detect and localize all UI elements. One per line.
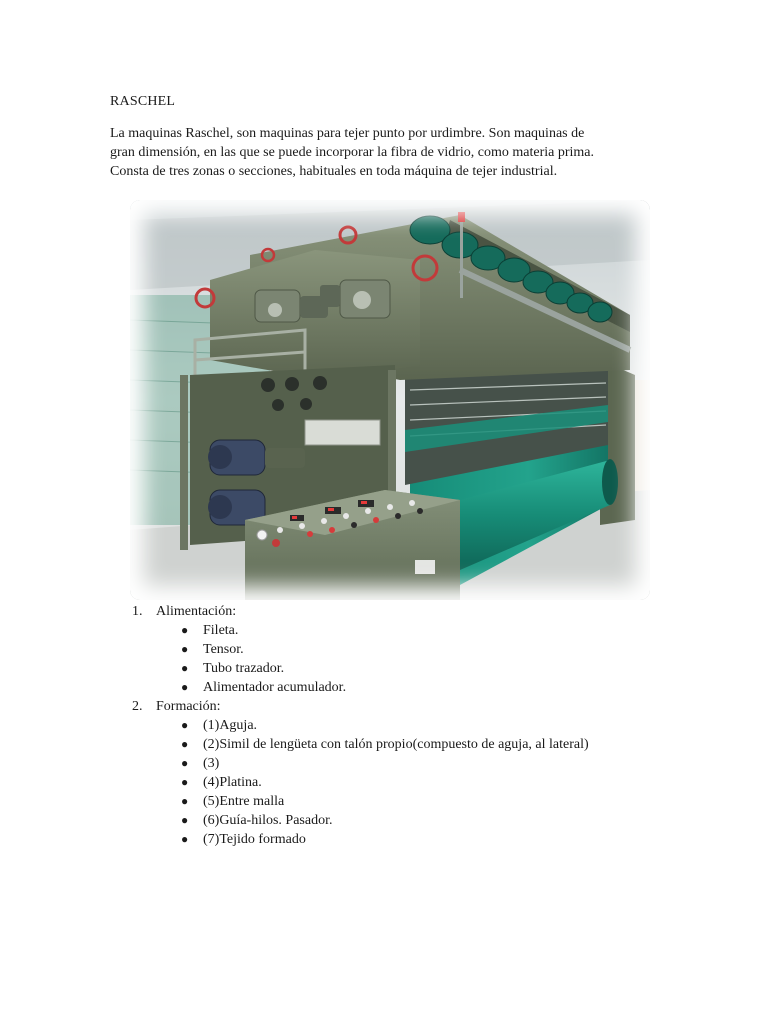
list-item-text: (4)Platina. <box>203 775 262 790</box>
intro-line: Consta de tres zonas o secciones, habituales en toda máquina de tejer industrial. <box>110 164 558 179</box>
intro-line: gran dimensión, en las que se puede incorporar la fibra de vidrio, como materia prima. <box>110 145 594 160</box>
list-item <box>156 811 670 830</box>
list-item-text: Alimentador acumulador. <box>203 680 347 695</box>
list-item-text: (1)Aguja. <box>203 718 258 733</box>
section-item <box>110 602 670 697</box>
list-item <box>156 678 670 697</box>
document-title: RASCHEL <box>110 94 176 109</box>
intro-paragraph <box>110 124 650 181</box>
section-bullet-list <box>156 621 670 697</box>
list-item <box>156 716 670 735</box>
section-label: Formación: <box>156 699 221 714</box>
bullet-icon: ● <box>181 756 189 770</box>
bullet-icon: ● <box>181 775 189 789</box>
list-item <box>156 830 670 849</box>
list-item-text: (5)Entre malla <box>203 794 285 809</box>
sections-list <box>110 602 670 849</box>
bullet-icon: ● <box>181 718 189 732</box>
bullet-icon: ● <box>181 623 189 637</box>
list-item-text: Fileta. <box>203 623 239 638</box>
list-item <box>156 735 670 754</box>
intro-line: La maquinas Raschel, son maquinas para tejer punto por urdimbre. Son maquinas de <box>110 126 585 141</box>
list-item <box>156 659 670 678</box>
section-number: 2. <box>132 699 143 714</box>
section-item <box>110 697 670 849</box>
list-item-text: (3) <box>203 756 220 771</box>
raschel-machine-photo <box>130 200 650 600</box>
section-number: 1. <box>132 604 143 619</box>
list-item <box>156 621 670 640</box>
bullet-icon: ● <box>181 737 189 751</box>
list-item <box>156 792 670 811</box>
list-item <box>156 773 670 792</box>
section-label: Alimentación: <box>156 604 237 619</box>
machine-illustration <box>130 200 650 600</box>
bullet-icon: ● <box>181 832 189 846</box>
list-item-text: (2)Simil de lengüeta con talón propio(compuesto de aguja, al lateral) <box>203 737 589 752</box>
list-item-text: Tubo trazador. <box>203 661 285 676</box>
bullet-icon: ● <box>181 661 189 675</box>
bullet-icon: ● <box>181 813 189 827</box>
bullet-icon: ● <box>181 680 189 694</box>
list-item-text: (7)Tejido formado <box>203 832 306 847</box>
list-item <box>156 754 670 773</box>
list-item-text: (6)Guía-hilos. Pasador. <box>203 813 333 828</box>
bullet-icon: ● <box>181 642 189 656</box>
bullet-icon: ● <box>181 794 189 808</box>
list-item <box>156 640 670 659</box>
section-bullet-list <box>156 716 670 849</box>
list-item-text: Tensor. <box>203 642 244 657</box>
